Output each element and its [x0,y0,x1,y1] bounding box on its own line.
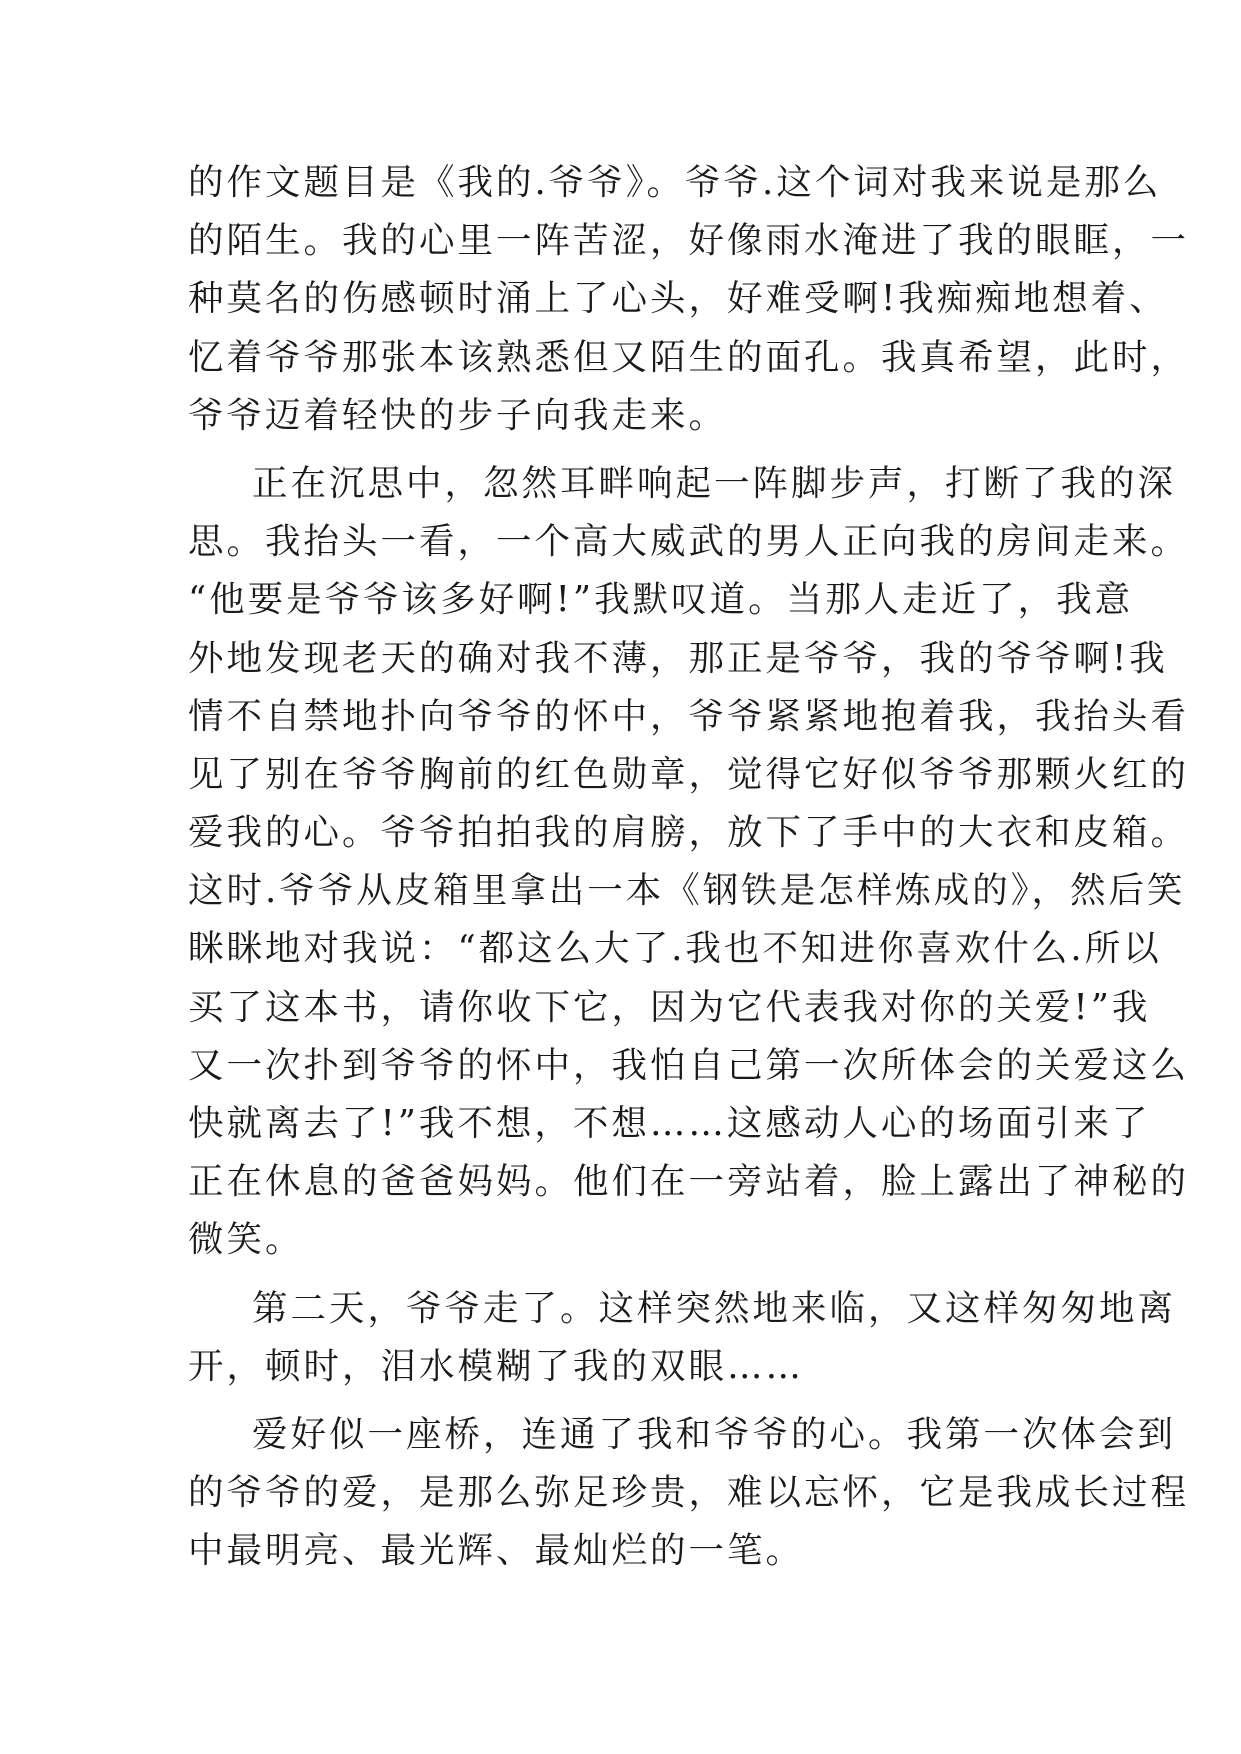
text-line: 又一次扑到爷爷的怀中，我怕自己第一次所体会的关爱这么 [188,1044,1190,1086]
paragraph-spacer [188,445,1058,455]
text-line: 快就离去了!”我不想，不想……这感动人心的场面引来了 [188,1103,1151,1144]
text-line: 忆着爷爷那张本该熟悉但又陌生的面孔。我真希望，此时， [188,336,1190,378]
text-line: 的作文题目是《我的.爷爷》。爷爷.这个词对我来说是那么 [188,162,1162,203]
essay-body [188,154,1190,1581]
text-line: 情不自禁地扑向爷爷的怀中，爷爷紧紧地抱着我，我抬头看 [188,695,1190,737]
text-line: 中最明亮、最光辉、最灿烂的一笔。 [188,1530,805,1572]
paragraph [188,154,1190,445]
text-line: 的陌生。我的心里一阵苦涩，好像雨水淹进了我的眼眶，一 [188,220,1190,262]
text-line: “他要是爷爷该多好啊!”我默叹道。当那人走近了，我意 [188,579,1134,621]
text-line: 正在休息的爸爸妈妈。他们在一旁站着，脸上露出了神秘的 [188,1161,1190,1203]
text-line: 爷爷迈着轻快的步子向我走来。 [188,394,728,436]
paragraph [188,1280,1177,1396]
paragraph [188,1406,1190,1581]
text-line: 这时.爷爷从皮箱里拿出一本《钢铁是怎样炼成的》，然后笑 [188,870,1186,912]
text-line: 开，顿时，泪水模糊了我的双眼…… [188,1345,805,1387]
text-line: 眯眯地对我说：“都这么大了.我也不知进你喜欢什么.所以 [188,928,1162,970]
text-line: 思。我抬头一看，一个高大威武的男人正向我的房间走来。 [188,521,1190,563]
text-line: 外地发现老天的确对我不薄，那正是爷爷，我的爷爷啊!我 [188,637,1168,679]
text-line: 第二天，爷爷走了。这样突然地来临，又这样匆匆地离 [252,1287,1177,1329]
text-line: 见了别在爷爷胸前的红色勋章，觉得它好似爷爷那颗火红的 [188,753,1190,795]
text-line: 正在沉思中，忽然耳畔响起一阵脚步声，打断了我的深 [252,462,1177,504]
text-line: 微笑。 [188,1219,304,1261]
text-line: 爱好似一座桥，连通了我和爷爷的心。我第一次体会到 [252,1413,1177,1455]
paragraph-spacer [188,1270,1058,1280]
paragraph-spacer [188,1396,1058,1406]
paragraph [188,455,1190,1270]
text-line: 买了这本书，请你收下它，因为它代表我对你的关爱!”我 [188,986,1151,1028]
text-line: 爱我的心。爷爷拍拍我的肩膀，放下了手中的大衣和皮箱。 [188,812,1190,854]
text-line: 的爷爷的爱，是那么弥足珍贵，难以忘怀，它是我成长过程 [188,1472,1190,1514]
text-line: 种莫名的伤感顿时涌上了心头，好难受啊!我痴痴地想着、 [188,278,1168,320]
